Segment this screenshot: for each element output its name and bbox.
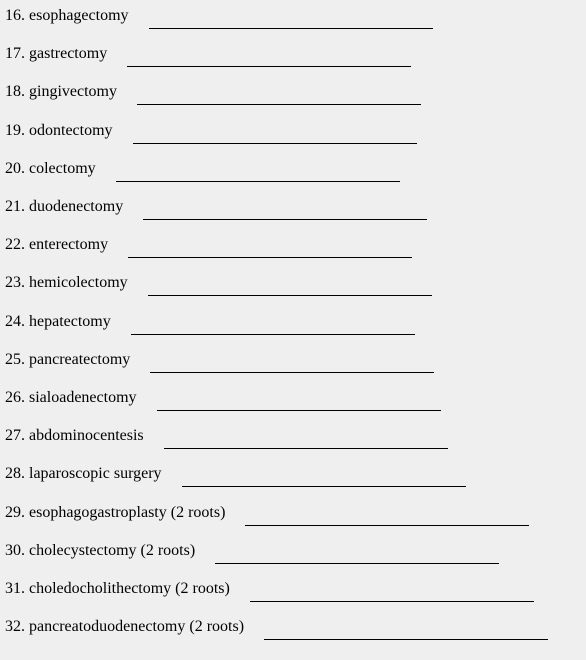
item-number: 17. bbox=[5, 45, 25, 63]
worksheet-item bbox=[5, 573, 586, 611]
item-label: laparoscopic surgery bbox=[29, 465, 162, 483]
item-number: 32. bbox=[5, 618, 25, 636]
item-label: sialoadenectomy bbox=[29, 389, 137, 406]
item-number: 21. bbox=[5, 198, 25, 215]
item-label: esophagogastroplasty (2 roots) bbox=[29, 503, 226, 521]
answer-line[interactable] bbox=[264, 639, 548, 640]
worksheet-item bbox=[5, 191, 586, 229]
item-term bbox=[5, 6, 129, 26]
item-label: gingivectomy bbox=[29, 83, 117, 101]
answer-line[interactable] bbox=[182, 486, 466, 487]
item-term bbox=[5, 273, 128, 293]
worksheet-item bbox=[5, 382, 586, 420]
answer-line[interactable] bbox=[150, 372, 434, 373]
item-term bbox=[5, 350, 130, 370]
item-term bbox=[5, 159, 96, 179]
answer-line[interactable] bbox=[157, 410, 441, 411]
worksheet-item bbox=[5, 420, 586, 458]
item-number: 31. bbox=[5, 580, 25, 597]
item-label: duodenectomy bbox=[29, 198, 124, 215]
item-term bbox=[5, 464, 162, 484]
item-term bbox=[5, 235, 108, 255]
worksheet-item bbox=[5, 153, 586, 191]
item-term bbox=[5, 82, 117, 102]
item-term bbox=[5, 312, 111, 332]
item-label: hemicolectomy bbox=[29, 274, 128, 292]
item-label: esophagectomy bbox=[29, 7, 129, 24]
answer-line[interactable] bbox=[137, 104, 421, 105]
answer-line[interactable] bbox=[127, 66, 411, 67]
item-label: pancreatectomy bbox=[29, 350, 131, 368]
item-term bbox=[5, 617, 244, 637]
item-number: 28. bbox=[5, 465, 25, 483]
worksheet-item bbox=[5, 611, 586, 649]
answer-line[interactable] bbox=[131, 334, 415, 335]
answer-line[interactable] bbox=[128, 257, 412, 258]
item-number: 30. bbox=[5, 541, 25, 559]
item-number: 24. bbox=[5, 312, 25, 330]
item-label: cholecystectomy (2 roots) bbox=[29, 541, 196, 559]
item-number: 22. bbox=[5, 236, 25, 254]
worksheet-item bbox=[5, 306, 586, 344]
answer-line[interactable] bbox=[250, 601, 534, 602]
worksheet-item bbox=[5, 267, 586, 305]
item-label: enterectomy bbox=[29, 236, 109, 254]
answer-line[interactable] bbox=[133, 143, 417, 144]
item-number: 20. bbox=[5, 159, 25, 177]
answer-line[interactable] bbox=[143, 219, 427, 220]
item-number: 23. bbox=[5, 274, 25, 292]
item-number: 25. bbox=[5, 350, 25, 368]
item-number: 27. bbox=[5, 427, 25, 445]
item-number: 26. bbox=[5, 389, 25, 406]
item-number: 18. bbox=[5, 83, 25, 101]
item-label: pancreatoduodenectomy (2 roots) bbox=[29, 618, 245, 636]
item-label: odontectomy bbox=[29, 121, 113, 139]
item-number: 16. bbox=[5, 7, 25, 24]
item-term bbox=[5, 541, 195, 561]
item-term bbox=[5, 579, 230, 599]
worksheet-item bbox=[5, 0, 586, 38]
worksheet-item bbox=[5, 344, 586, 382]
worksheet-item bbox=[5, 535, 586, 573]
answer-line[interactable] bbox=[149, 28, 433, 29]
item-term bbox=[5, 388, 137, 408]
worksheet-item bbox=[5, 76, 586, 114]
answer-line[interactable] bbox=[215, 563, 499, 564]
answer-line[interactable] bbox=[164, 448, 448, 449]
item-number: 29. bbox=[5, 503, 25, 521]
item-label: hepatectomy bbox=[29, 312, 111, 330]
worksheet-item bbox=[5, 497, 586, 535]
item-term bbox=[5, 121, 113, 141]
worksheet-item bbox=[5, 458, 586, 496]
item-term bbox=[5, 197, 123, 217]
item-label: choledocholithectomy (2 roots) bbox=[29, 580, 230, 597]
item-label: abdominocentesis bbox=[29, 427, 144, 445]
answer-line[interactable] bbox=[116, 181, 400, 182]
item-term bbox=[5, 44, 107, 64]
answer-line[interactable] bbox=[245, 525, 529, 526]
item-label: gastrectomy bbox=[29, 45, 108, 63]
item-label: colectomy bbox=[29, 159, 96, 177]
answer-line[interactable] bbox=[148, 295, 432, 296]
worksheet-item bbox=[5, 38, 586, 76]
item-number: 19. bbox=[5, 121, 25, 139]
item-term bbox=[5, 426, 144, 446]
worksheet-item bbox=[5, 115, 586, 153]
item-term bbox=[5, 503, 225, 523]
worksheet-item bbox=[5, 229, 586, 267]
